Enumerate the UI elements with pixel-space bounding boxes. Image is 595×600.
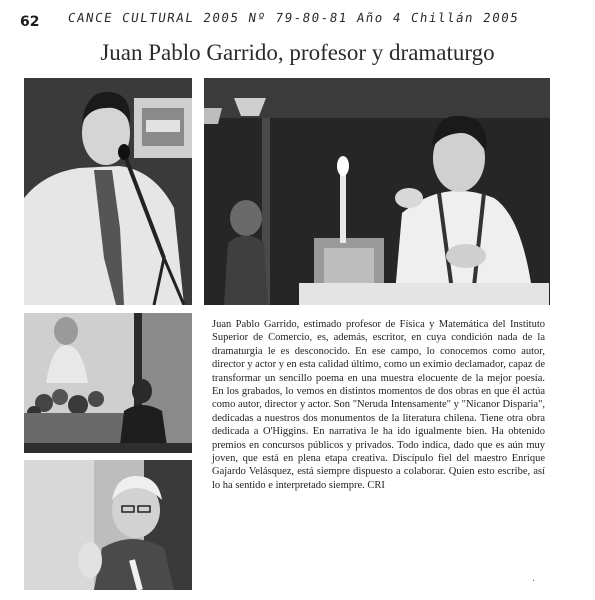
stray-mark: · — [532, 576, 536, 587]
photo-actor-on-stage — [204, 78, 550, 305]
photo-man-at-microphone — [24, 78, 192, 305]
photo-stage-scene-flowers — [24, 313, 192, 453]
article-body: Juan Pablo Garrido, estimado profesor de Física y Matemática del Instituto Superior de Comercio, es, además, escritor, en cuya condición nada de la dramaturgia le es desconocido. En ese campo, lo conocemos como autor, director y actor y en esta calidad último, como un eximio declamador, capaz de transformar un sencillo poema en una muestra elocuente de la mejor poesía. En los grabados, lo vemos en distintos momentos de dos obras en que él actúa como autor, director y actor. Son "Neruda Intensamente" y "Nicanor Disparia", dedicadas a nuestros dos monumentos de la literatura chilena. Tiene otra obra dedicada a O'Higgins. En narrativa le ha ido igualmente bien. Ha obtenido premios en concursos públicos y privados. Todo indica, dado que es aún muy joven, que está en plena etapa creativa. Discípulo fiel del maestro Enrique Gajardo Velásquez, está siempre dispuesto a colaborar. Quien esto escribe, así lo ha sentido e interpretado siempre. CRI — [212, 319, 545, 491]
page-number: 62 — [20, 14, 40, 30]
headline: Juan Pablo Garrido, profesor y dramaturgo — [100, 40, 495, 65]
handwritten-annotation: CANCE CULTURAL 2005 Nº 79-80-81 Año 4 Chillán 2005 — [66, 10, 521, 25]
photo-elderly-man — [24, 460, 192, 590]
